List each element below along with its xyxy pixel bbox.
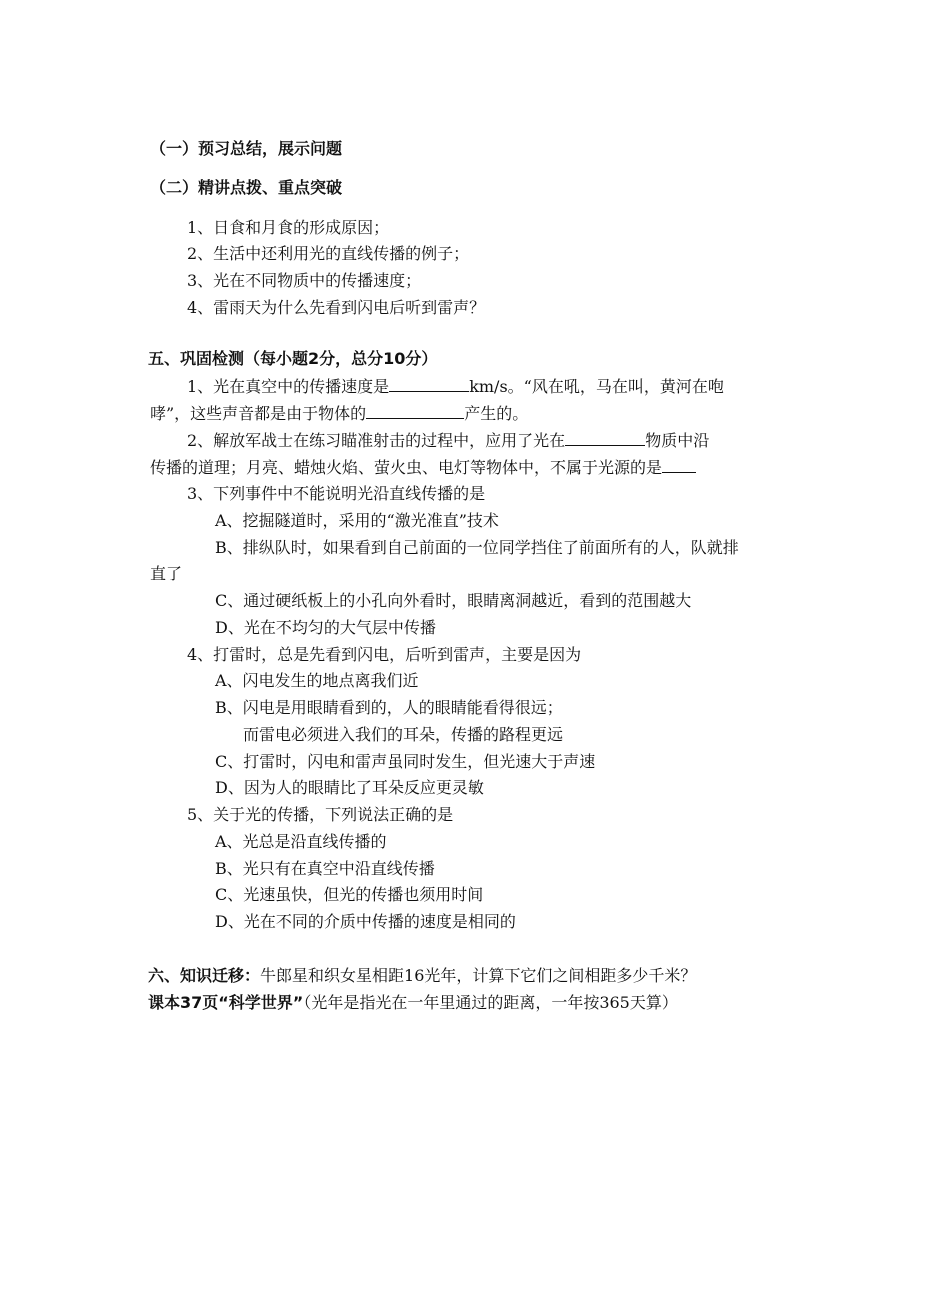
textbook-reference: 课本37页“科学世界” (148, 993, 304, 1012)
question-5-stem: 5、关于光的传播，下列说法正确的是 (187, 805, 454, 824)
question-3-option-c: C、通过硬纸板上的小孔向外看时，眼睛离洞越近，看到的范围越大 (215, 591, 692, 610)
question-5-option-c: C、光速虽快，但光的传播也须用时间 (215, 885, 484, 904)
question-1-text-d: 产生的。 (464, 404, 529, 423)
question-3-option-b: B、排纵队时，如果看到自己前面的一位同学挡住了前面所有的人，队就排 (215, 538, 739, 557)
question-2-text-c: 传播的道理；月亮、蜡烛火焰、萤火虫、电灯等物体中，不属于光源的是 (150, 458, 663, 477)
question-1-line-1 (187, 375, 724, 399)
question-2-text-b: 物质中沿 (645, 431, 710, 450)
section-six-line-2 (148, 991, 678, 1015)
section-six-heading: 六、知识迁移： (148, 966, 261, 985)
answer-blank (389, 375, 469, 392)
question-4-option-c: C、打雷时，闪电和雷声虽同时发生，但光速大于声速 (215, 752, 596, 771)
question-1-line-2 (150, 402, 528, 426)
heading-key-points: （二）精讲点拨、重点突破 (150, 178, 343, 197)
question-2-text-a: 2、解放军战士在练习瞄准射击的过程中，应用了光在 (187, 431, 566, 450)
question-2-line-2 (150, 456, 696, 480)
question-3-stem: 3、下列事件中不能说明光沿直线传播的是 (187, 484, 486, 503)
question-4-option-b-cont: 而雷电必须进入我们的耳朵，传播的路程更远 (243, 725, 564, 744)
key-point-item: 3、光在不同物质中的传播速度； (187, 271, 422, 290)
question-4-option-d: D、因为人的眼睛比了耳朵反应更灵敏 (215, 778, 484, 797)
question-1-text-c: 哮”，这些声音都是由于物体的 (150, 404, 367, 423)
question-3-option-b-cont: 直了 (150, 564, 183, 583)
answer-blank (366, 402, 464, 419)
answer-blank (565, 429, 645, 446)
question-4-stem: 4、打雷时，总是先看到闪电，后听到雷声，主要是因为 (187, 645, 582, 664)
key-point-item: 2、生活中还利用光的直线传播的例子； (187, 244, 470, 263)
key-point-item: 4、雷雨天为什么先看到闪电后听到雷声？ (187, 298, 486, 317)
question-4-option-b: B、闪电是用眼睛看到的，人的眼睛能看得很远； (215, 698, 563, 717)
section-six-line-1 (148, 964, 696, 988)
question-5-option-b: B、光只有在真空中沿直线传播 (215, 859, 435, 878)
question-3-option-d: D、光在不均匀的大气层中传播 (215, 618, 436, 637)
question-5-option-a: A、光总是沿直线传播的 (215, 832, 387, 851)
question-5-option-d: D、光在不同的介质中传播的速度是相同的 (215, 912, 516, 931)
heading-preview-summary: （一）预习总结，展示问题 (150, 139, 343, 158)
question-4-option-a: A、闪电发生的地点离我们近 (215, 671, 419, 690)
question-3-option-a: A、挖掘隧道时，采用的“激光准直”技术 (215, 511, 499, 530)
light-year-note: （光年是指光在一年里通过的距离，一年按365天算） (303, 993, 678, 1012)
question-1-text-b: km/s。“风在吼，马在叫，黄河在咆 (469, 377, 724, 396)
question-1-text-a: 1、光在真空中的传播速度是 (187, 377, 390, 396)
section-six-text: 牛郎星和织女星相距16光年，计算下它们之间相距多少千米？ (260, 966, 697, 985)
answer-blank (662, 456, 696, 473)
section-five-heading: 五、巩固检测（每小题2分，总分10分） (148, 349, 438, 368)
question-2-line-1 (187, 429, 709, 453)
key-point-item: 1、日食和月食的形成原因； (187, 218, 390, 237)
